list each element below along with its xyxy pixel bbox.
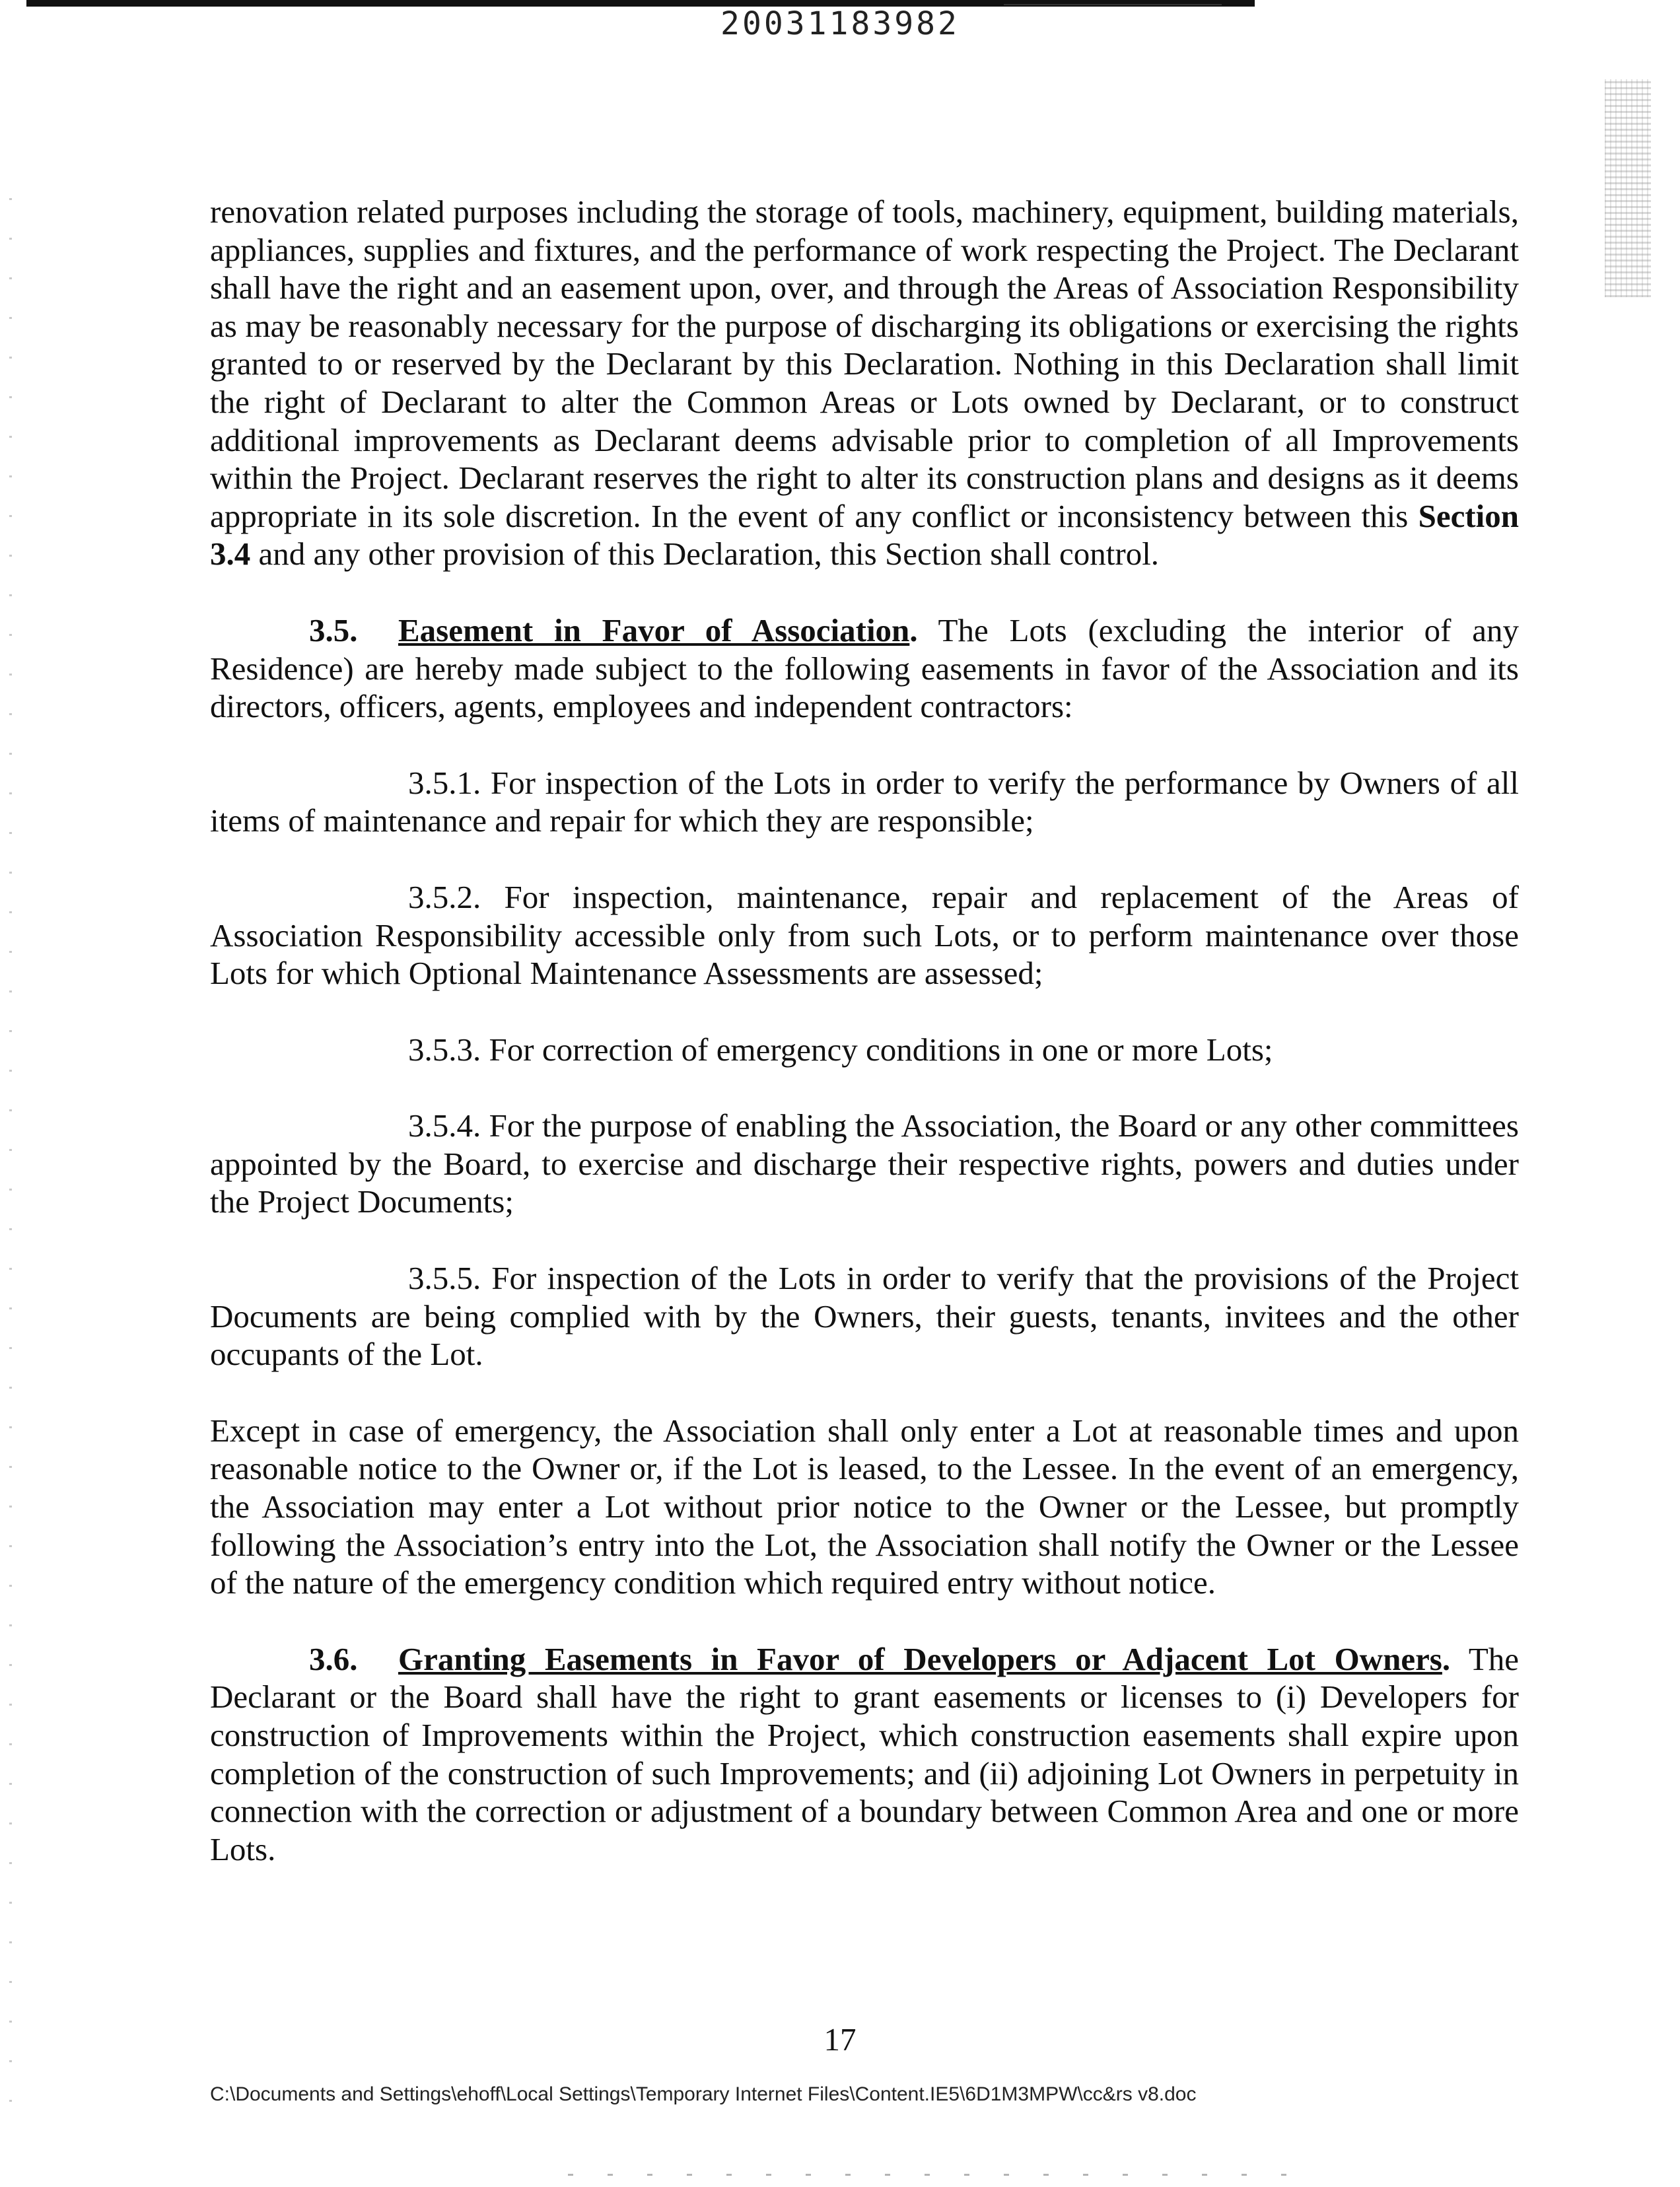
subsection-3-5-5: 3.5.5. For inspection of the Lots in order to verify that the provisions of the Project Documents are being complied with by the Owners, their guests, tenants, invitees and the other occupants of the Lot. <box>210 1260 1519 1373</box>
subsection-3-5-1: 3.5.1. For inspection of the Lots in order to verify the performance by Owners of all items of maintenance and repair for which they are responsible; <box>210 764 1519 839</box>
section-number: 3.6. <box>309 1640 358 1677</box>
section-title: Easement in Favor of Association <box>398 611 910 648</box>
scan-bottom-marks <box>568 2174 1321 2176</box>
document-body <box>210 193 1519 1868</box>
subsection-3-5-3: 3.5.3. For correction of emergency conditions in one or more Lots; <box>408 1031 1273 1068</box>
section-text: The Lots (excluding the interior of any Residence) are hereby made subject to the following easements in favor of the Association and its directors, officers, agents, employees and independent contractors: <box>210 611 1519 725</box>
intro-text-end: and any other provision of this Declaration, this Section shall control. <box>250 536 1160 573</box>
emergency-paragraph: Except in case of emergency, the Association shall only enter a Lot at reasonable times and upon reasonable notice to the Owner or, if the Lot is leased, to the Lessee. In the event of an emergency, the Association may enter a Lot without prior notice to the Owner or the Lessee, but promptly following the Association’s entry into the Lot, the Association shall notify the Owner or the Lessee of the nature of the emergency condition which required entry without notice. <box>210 1412 1519 1601</box>
subsection-3-5-2: 3.5.2. For inspection, maintenance, repair and replacement of the Areas of Association Responsibility accessible only from such Lots, or to perform maintenance over those Lots for which Optional Maintenance Assessments are assessed; <box>210 878 1519 992</box>
section-3-6 <box>210 1640 1519 1869</box>
section-reference: Section 3.4 <box>210 497 1519 573</box>
section-title-period: . <box>909 611 918 648</box>
intro-paragraph <box>210 193 1519 573</box>
section-number: 3.5. <box>309 611 358 648</box>
intro-text: renovation related purposes including the storage of tools, machinery, equipment, building materials, appliances, supplies and fixtures, and the performance of work respecting the Project. The Declarant shall have the right and an easement upon, over, and through the Areas of Association Responsibility as may be reasonably necessary for the purpose of discharging its obligations or exercising the rights granted to or reserved by the Declarant by this Declaration. Nothing in this Declaration shall limit the right of Declarant to alter the Common Areas or Lots owned by Declarant, or to construct additional improvements as Declarant deems advisable prior to completion of all Improvements within the Project. Declarant reserves the right to alter its construction plans and designs as it deems appropriate in its sole discretion. In the event of any conflict or inconsistency between this <box>210 193 1519 534</box>
section-3-5 <box>210 611 1519 726</box>
margin-scan-marks <box>9 198 12 2113</box>
section-title: Granting Easements in Favor of Developers or Adjacent Lot Owners <box>398 1640 1442 1677</box>
recording-number: 20031183982 <box>720 5 960 42</box>
section-title-period: . <box>1442 1640 1451 1677</box>
section-text: The Declarant or the Board shall have the right to grant easements or licenses to (i) Developers for construction of Improvements within the Project, which construction easements shall expire upon completion of the construction of such Improvements; and (ii) adjoining Lot Owners in perpetuity in connection with the correction or adjustment of a boundary between Common Area and one or more Lots. <box>210 1640 1520 1867</box>
page-number: 17 <box>823 2021 857 2058</box>
subsection-3-5-4: 3.5.4. For the purpose of enabling the Association, the Board or any other committees appointed by the Board, to exercise and discharge their respective rights, powers and duties under the Project Documents; <box>210 1107 1519 1220</box>
footer-file-path: C:\Documents and Settings\ehoff\Local Settings\Temporary Internet Files\Content.IE5\6D1M3MPW\cc&rs v8.doc <box>210 2083 1197 2105</box>
side-barcode-stamp <box>1605 79 1651 297</box>
